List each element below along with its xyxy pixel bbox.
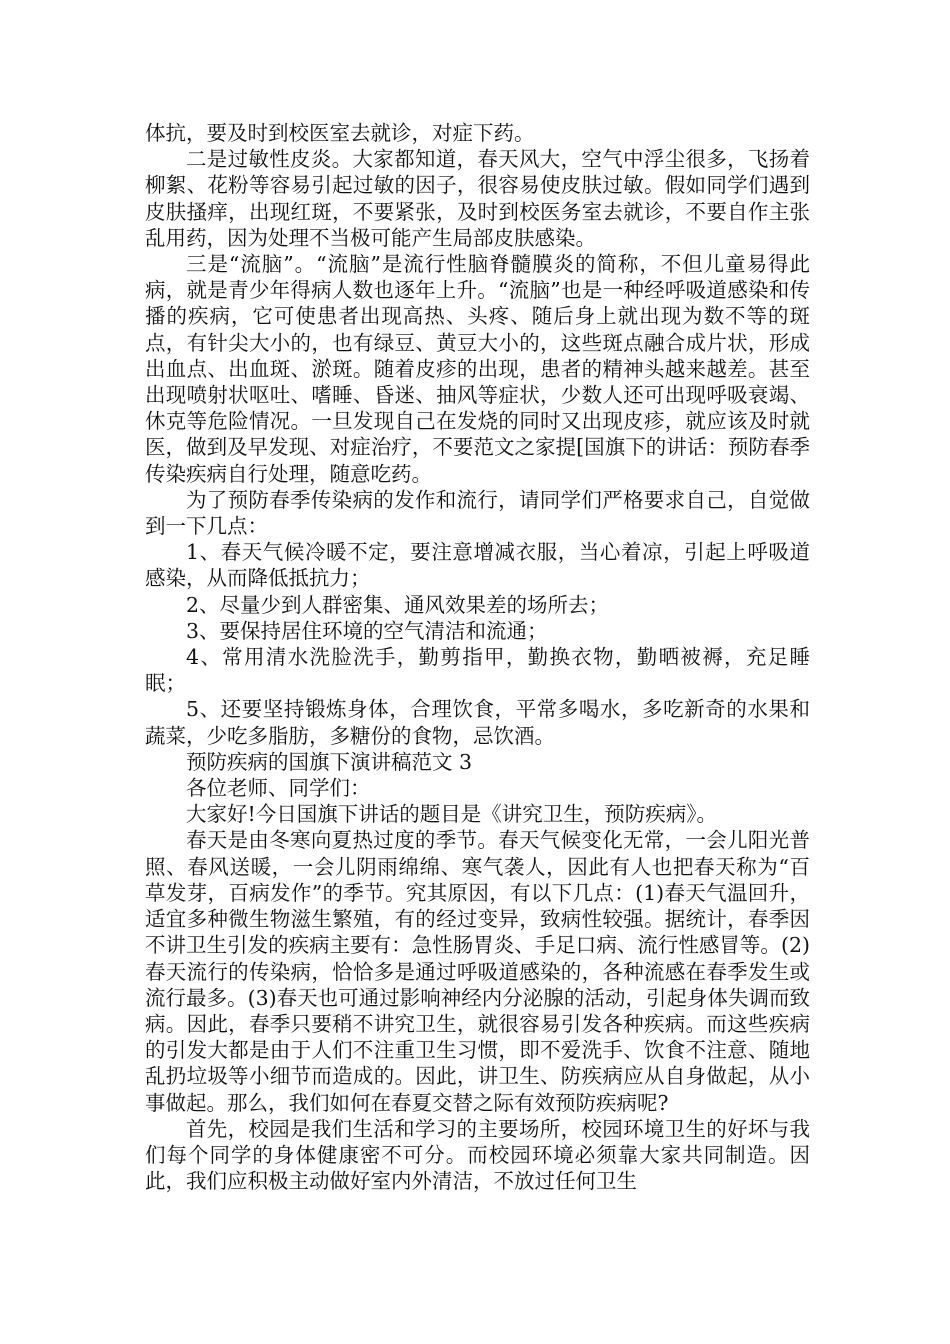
paragraph-allergic-dermatitis: 二是过敏性皮炎。大家都知道，春天风大，空气中浮尘很多，飞扬着柳絮、花粉等容易引起过敏的因子，很容易使皮肤过敏。假如同学们遇到皮肤搔痒，出现红斑，不要紧张，及时到校医务室去就诊，不要自作主张乱用药，因为处理不当极可能产生局部皮肤感染。 bbox=[145, 147, 810, 250]
salutation: 各位老师、同学们： bbox=[186, 776, 371, 801]
list-item-1: 1、春天气候冷暖不定，要注意增减衣服，当心着凉，引起上呼吸道感染，从而降低抵抗力； bbox=[145, 540, 810, 591]
list-item-3: 3、要保持居住环境的空气清洁和流通； bbox=[186, 618, 548, 643]
paragraph-meningitis: 三是“流脑”。“流脑”是流行性脑脊髓膜炎的简称，不但儿童易得此病，就是青少年得病人数也逐年上升。“流脑”也是一种经呼吸道感染和传播的疾病，它可使患者出现高热、头疼、随后身上就出现为数不等的斑点，有针尖大小的，也有绿豆、黄豆大小的，这些斑点融合成片状，形成出血点、出血斑、淤斑。随着皮疹的出现，患者的精神头越来越差。甚至出现喷射状呕吐、嗜睡、昏迷、抽风等症状，少数人还可出现呼吸衰竭、休克等危险情况。一旦发现自己在发烧的同时又出现皮疹，就应该及时就医，做到及早发现、对症治疗，不要范文之家提[国旗下的讲话：预防春季传染疾病自行处理，随意吃药。 bbox=[145, 252, 810, 486]
paragraph-spring-diseases: 春天是由冬寒向夏热过度的季节。春天气候变化无常，一会儿阳光普照、春风送暖，一会儿阴雨绵绵、寒气袭人，因此有人也把春天称为“百草发芽，百病发作”的季节。究其原因，有以下几点：(1)春天气温回升，适宜多种微生物滋生繁殖，有的经过变异，致病性较强。据统计，春季因不讲卫生引发的疾病主要有：急性肠胃炎、手足口病、流行性感冒等。(2)春天流行的传染病，恰恰多是通过呼吸道感染的，各种流感在春季发生或流行最多。(3)春天也可通过影响神经内分泌腺的活动，引起身体失调而致病。因此，春季只要稍不讲究卫生，就很容易引发各种疾病。而这些疾病的引发大都是由于人们不注重卫生习惯，即不爱洗手、饮食不注意、随地乱扔垃圾等小细节而造成的。因此，讲卫生、防疾病应从自身做起，从小事做起。那么，我们如何在春夏交替之际有效预防疾病呢? bbox=[145, 828, 810, 1115]
document-page bbox=[145, 120, 810, 1194]
paragraph-prevention-intro: 为了预防春季传染病的发作和流行，请同学们严格要求自己，自觉做到一下几点： bbox=[145, 487, 810, 539]
speech-topic: 大家好!今日国旗下讲话的题目是《讲究卫生，预防疾病》。 bbox=[186, 802, 717, 827]
list-item-4: 4、常用清水洗脸洗手，勤剪指甲，勤换衣物，勤晒被褥，充足睡眠； bbox=[145, 645, 810, 696]
list-item-5: 5、还要坚持锻炼身体，合理饮食，平常多喝水，多吃新奇的水果和蔬菜，少吃多脂肪，多糖份的食物，忌饮酒。 bbox=[145, 697, 810, 748]
paragraph-continuation: 体抗，要及时到校医室去就诊，对症下药。 bbox=[145, 121, 535, 145]
section-heading: 预防疾病的国旗下演讲稿范文 3 bbox=[186, 749, 473, 774]
paragraph-campus-hygiene: 首先，校园是我们生活和学习的主要场所，校园环境卫生的好坏与我们每个同学的身体健康密不可分。而校园环境必须靠大家共同制造。因此，我们应积极主动做好室内外清洁，不放过任何卫生 bbox=[145, 1116, 810, 1194]
list-item-2: 2、尽量少到人群密集、通风效果差的场所去； bbox=[186, 592, 610, 617]
